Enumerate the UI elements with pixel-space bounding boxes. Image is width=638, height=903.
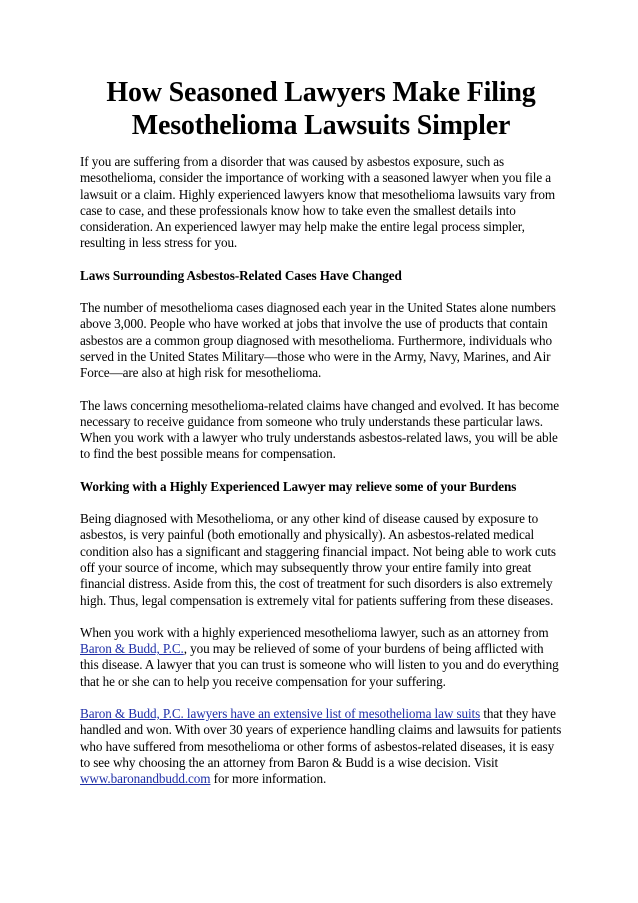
- paragraph-line: served in the United States Military—those who were in the Army, Navy, Marines, and Air: [80, 348, 551, 364]
- inline-text: that they have: [480, 706, 556, 722]
- paragraph-line: condition also has a significant and staggering financial impact. Not being able to work cuts: [80, 543, 556, 559]
- intro-line: lawsuit or a claim. Highly experienced lawyers know that mesothelioma lawsuits vary from: [80, 186, 555, 202]
- laws-paragraph-2: [80, 398, 562, 463]
- document-page: [80, 76, 562, 804]
- paragraph-line: handled and won. With over 30 years of experience handling claims and lawsuits for patients: [80, 722, 562, 738]
- burdens-paragraph-1: [80, 511, 562, 609]
- paragraph-line: The number of mesothelioma cases diagnosed each year in the United States alone numbers: [80, 300, 556, 316]
- section-heading-burdens: Working with a Highly Experienced Lawyer may relieve some of your Burdens: [80, 478, 517, 494]
- paragraph-line: Force—are also at high risk for mesothelioma.: [80, 365, 322, 381]
- intro-line: case to case, and these professionals know how to take even the smallest details into: [80, 202, 516, 218]
- law-suits-list-link[interactable]: Baron & Budd, P.C. lawyers have an extensive list of mesothelioma law suits: [80, 706, 481, 722]
- paragraph-line: Being diagnosed with Mesothelioma, or any other kind of disease caused by exposure to: [80, 511, 539, 527]
- paragraph-line: When you work with a highly experienced mesothelioma lawyer, such as an attorney from: [80, 624, 549, 640]
- paragraph-line: asbestos, is very painful (both emotionally and physically). An asbestos-related medical: [80, 527, 535, 543]
- paragraph-line: to find the best possible means for compensation.: [80, 446, 336, 462]
- paragraph-line: off your source of income, which may subsequently throw your entire family into great: [80, 559, 532, 575]
- paragraph-line: When you work with a lawyer who truly understands asbestos-related laws, you will be able: [80, 430, 558, 446]
- laws-paragraph-1: [80, 300, 562, 381]
- paragraph-line: [80, 771, 562, 787]
- inline-text: for more information.: [210, 771, 327, 787]
- paragraph-line: asbestos are a common group diagnosed with mesothelioma. Furthermore, individuals who: [80, 332, 553, 348]
- title-line-2: Mesothelioma Lawsuits Simpler: [131, 110, 511, 141]
- intro-line: If you are suffering from a disorder that was caused by asbestos exposure, such as: [80, 154, 505, 169]
- paragraph-line: [80, 706, 562, 722]
- paragraph-line: this disease. A lawyer that you can trust is someone who will listen to you and do everything: [80, 657, 559, 673]
- title-line-1: How Seasoned Lawyers Make Filing: [106, 77, 536, 108]
- paragraph-line: who have suffered from mesothelioma or other forms of asbestos-related diseases, it is easy: [80, 738, 555, 754]
- inline-text: , you may be relieved of some of your burdens of being afflicted with: [183, 641, 544, 657]
- paragraph-line: that he or she can to help you receive compensation for your suffering.: [80, 673, 446, 689]
- page-title: [80, 76, 562, 142]
- paragraph-line: [80, 641, 562, 657]
- intro-line: consideration. An experienced lawyer may help make the entire legal process simpler,: [80, 219, 525, 235]
- intro-line: resulting in less stress for you.: [80, 235, 238, 251]
- intro-line: mesothelioma, consider the importance of working with a seasoned lawyer when you file a: [80, 170, 552, 186]
- paragraph-line: financial distress. Aside from this, the cost of treatment for such disorders is also extremely: [80, 576, 553, 592]
- paragraph-line: The laws concerning mesothelioma-related claims have changed and evolved. It has become: [80, 397, 560, 413]
- paragraph-line: high. Thus, legal compensation is extremely vital for patients suffering from these diseases.: [80, 592, 554, 608]
- baron-budd-link[interactable]: Baron & Budd, P.C.: [80, 641, 184, 657]
- section-heading-laws: Laws Surrounding Asbestos-Related Cases Have Changed: [80, 267, 402, 283]
- burdens-paragraph-2: [80, 625, 562, 690]
- paragraph-line: above 3,000. People who have worked at jobs that involve the use of products that contain: [80, 316, 548, 332]
- intro-paragraph: [80, 154, 562, 252]
- burdens-paragraph-3: [80, 706, 562, 787]
- website-link[interactable]: www.baronandbudd.com: [80, 771, 211, 787]
- paragraph-line: necessary to receive guidance from someone who truly understands these particular laws.: [80, 413, 543, 429]
- paragraph-line: to see why choosing the an attorney from Baron & Budd is a wise decision. Visit: [80, 754, 499, 770]
